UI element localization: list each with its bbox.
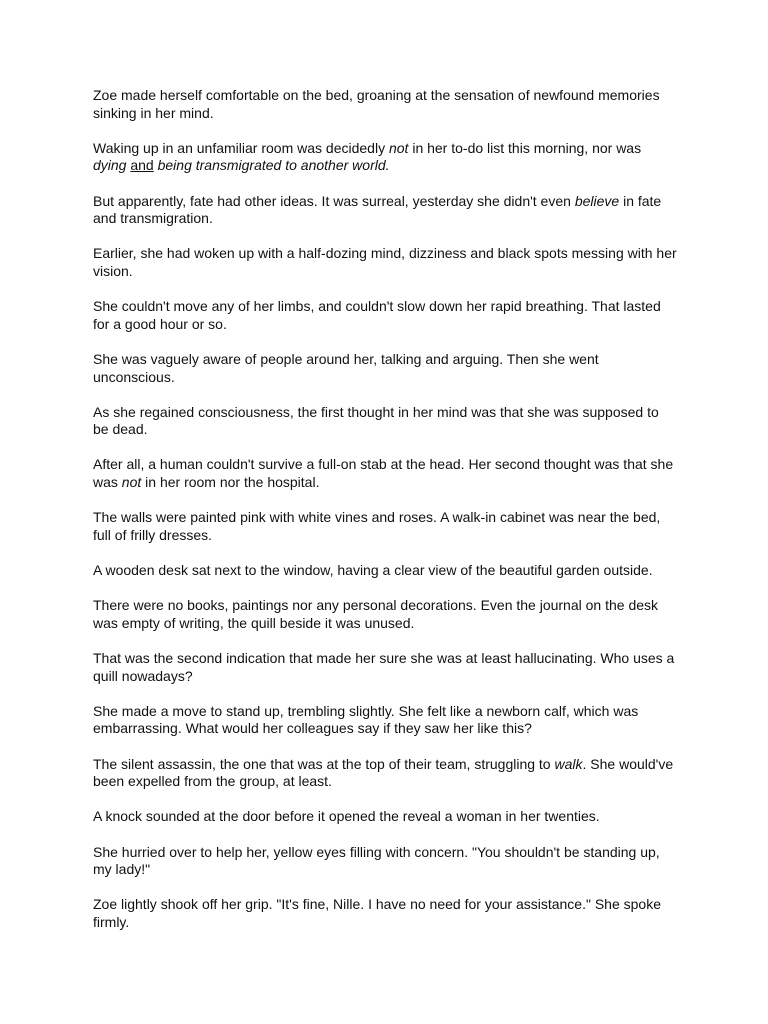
paragraph — [93, 509, 678, 544]
text-run: Zoe made herself comfortable on the bed, groaning at the sensation of newfound memories sinking in her mind. — [93, 87, 660, 121]
paragraph — [93, 597, 678, 632]
italic-text: not — [121, 474, 142, 491]
text-run: She hurried over to help her, yellow eyes filling with concern. "You shouldn't be standing up, my lady!" — [93, 843, 660, 878]
text-run: A wooden desk sat next to the window, having a clear view of the beautiful garden outside. — [93, 562, 653, 579]
text-run: Waking up in an unfamiliar room was decidedly — [93, 139, 389, 156]
paragraph — [93, 703, 678, 738]
paragraph — [93, 193, 678, 228]
paragraph — [93, 298, 678, 333]
text-run: Earlier, she had woken up with a half-dozing mind, dizziness and black spots messing with her vision. — [93, 245, 677, 279]
text-run: As she regained consciousness, the first thought in her mind was that she was supposed to be dead. — [93, 403, 659, 438]
text-run: She couldn't move any of her limbs, and couldn't slow down her rapid breathing. That lasted for a good hour or so. — [93, 298, 661, 332]
text-run: She made a move to stand up, trembling slightly. She felt like a newborn calf, which was embarrassing. What would her colleagues say if they saw her like this? — [93, 702, 639, 737]
text-run: But apparently, fate had other ideas. It was surreal, yesterday she didn't even — [93, 192, 575, 209]
text-run: in her room nor the hospital. — [141, 474, 320, 491]
italic-text: not — [388, 139, 409, 156]
text-run: There were no books, paintings nor any personal decorations. Even the journal on the desk was empty of writing, the quill beside it was unused. — [93, 597, 659, 631]
paragraph — [93, 404, 678, 439]
text-run: That was the second indication that made her sure she was at least hallucinating. Who uses a quill nowadays? — [93, 650, 675, 684]
italic-text: being transmigrated to another world. — [157, 157, 390, 174]
paragraph — [93, 896, 678, 931]
text-run: . She would've been expelled from the group, at least. — [93, 755, 674, 790]
paragraph — [93, 650, 678, 685]
text-run: A knock sounded at the door before it opened the reveal a woman in her twenties. — [93, 808, 600, 825]
text-run: After all, a human couldn't survive a full-on stab at the head. Her second thought was that she was — [93, 456, 674, 491]
underlined-text: and — [130, 157, 154, 174]
paragraph — [93, 456, 678, 491]
text-run: Zoe lightly shook off her grip. "It's fine, Nille. I have no need for your assistance." She spoke firmly. — [93, 896, 661, 930]
text-run: in fate and transmigration. — [93, 192, 662, 227]
paragraph — [93, 351, 678, 386]
paragraph — [93, 140, 678, 175]
paragraph — [93, 808, 678, 826]
italic-text: walk — [554, 755, 583, 772]
paragraph — [93, 756, 678, 791]
text-run: She was vaguely aware of people around her, talking and arguing. Then she went unconscious. — [93, 350, 599, 385]
text-run: in her to-do list this morning, nor was — [408, 139, 642, 156]
paragraph — [93, 562, 678, 580]
paragraph — [93, 844, 678, 879]
italic-text: believe — [574, 192, 620, 209]
document-page — [93, 87, 678, 949]
text-run: The walls were painted pink with white vines and roses. A walk-in cabinet was near the bed, full of frilly dresses. — [93, 509, 661, 543]
italic-text: dying — [93, 157, 127, 174]
text-run: The silent assassin, the one that was at the top of their team, struggling to — [93, 755, 555, 772]
paragraph — [93, 245, 678, 280]
paragraph — [93, 87, 678, 122]
